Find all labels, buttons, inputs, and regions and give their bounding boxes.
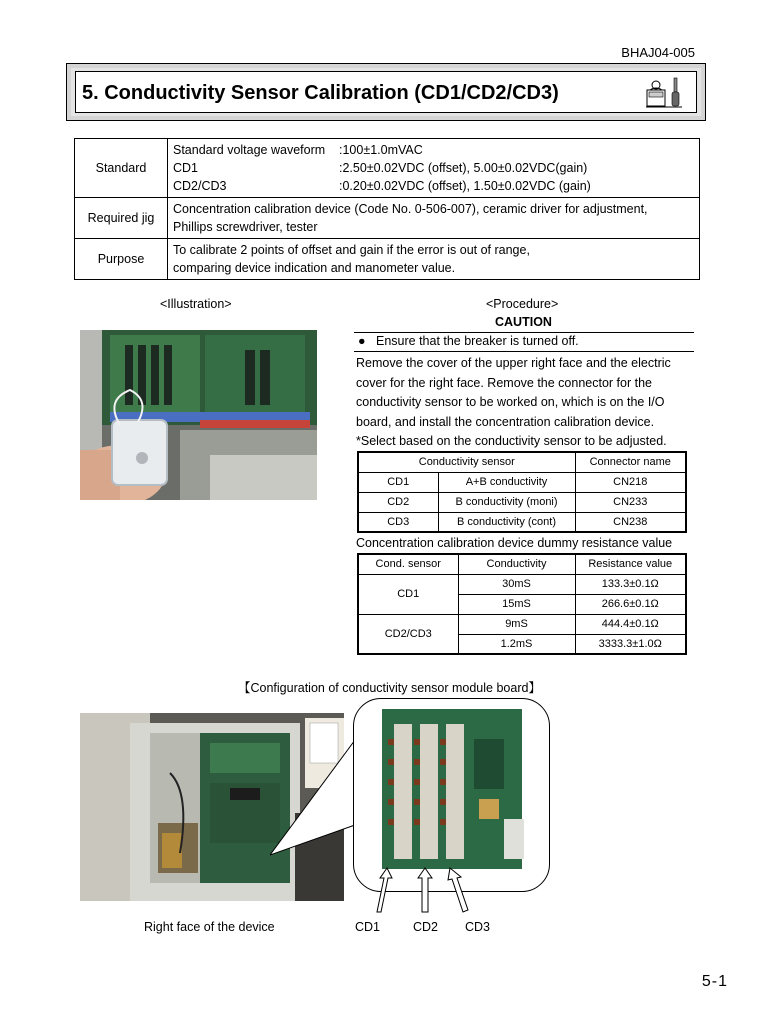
resistance-cell: 15mS [458,594,575,614]
resistance-table-title: Concentration calibration device dummy resistance value [356,536,673,550]
standard-row [75,139,700,198]
connector-table [357,451,687,533]
resistance-cell: 3333.3±1.0Ω [575,634,686,654]
cd1-caption: CD1 [355,920,381,934]
module-board-callout [353,698,550,892]
procedure-label: <Procedure> [486,297,559,311]
procedure-line: Remove the cover of the upper right face and the electric [356,356,671,370]
procedure-line: *Select based on the conductivity sensor to be adjusted. [356,434,667,449]
spec-table [74,138,700,280]
illustration-label: <Illustration> [160,297,232,311]
standard-value: :0.20±0.02VDC (offset), 1.50±0.02VDC (gain) [339,179,591,193]
standard-key: CD2/CD3 [173,179,227,193]
cd1-arrow-icon [377,868,392,912]
resistance-row [358,614,686,634]
cd3-caption: CD3 [465,920,491,934]
purpose-line: comparing device indication and manometer value. [173,261,456,275]
connector-cell: CD2 [358,492,438,512]
resistance-cell: 444.4±0.1Ω [575,614,686,634]
standard-value: :100±1.0mVAC [339,143,423,157]
resistance-cell: 266.6±0.1Ω [575,594,686,614]
standard-line [173,141,694,159]
caution-item [358,333,579,350]
connector-cell: CN233 [575,492,686,512]
standard-values [168,139,700,198]
page-title: 5. Conductivity Sensor Calibration (CD1/CD2/CD3) [82,82,559,104]
caution-text: Ensure that the breaker is turned off. [375,334,579,348]
resistance-sensor-cell: CD2/CD3 [358,614,458,654]
purpose-values [168,239,700,280]
standard-key: Standard voltage waveform [173,143,326,157]
calibration-device-photo [80,330,317,500]
jig-line: Phillips screwdriver, tester [173,220,318,234]
jig-label: Required jig [75,198,168,239]
purpose-line: To calibrate 2 points of offset and gain if the error is out of range, [173,243,530,257]
procedure-text [356,354,694,452]
connector-cell: CD3 [358,512,438,532]
connector-cell: CD1 [358,472,438,492]
procedure-line: board, and install the concentration calibration device. [356,414,655,429]
cd2-arrow-icon [418,868,432,912]
resistance-cell: 1.2mS [458,634,575,654]
resistance-cell: 30mS [458,574,575,594]
connector-row [358,492,686,512]
standard-line [173,177,694,195]
caution-bottom-rule [354,351,694,352]
jig-row [75,198,700,239]
cd3-arrow-icon [448,868,468,912]
page-number: 5-1 [701,973,728,990]
procedure-line: conductivity sensor to be worked on, which is on the I/O [356,395,665,410]
standard-label: Standard [75,139,168,198]
jig-line: Concentration calibration device (Code No. 0-506-007), ceramic driver for adjustment, [173,202,648,216]
resistance-row [358,574,686,594]
cd2-caption: CD2 [413,920,439,934]
resistance-table [357,553,687,655]
document-code: BHAJ04-005 [621,45,695,60]
resistance-header-cell: Resistance value [575,554,686,574]
cd-arrows [370,866,480,914]
resistance-header-cell: Conductivity [458,554,575,574]
connector-header-cell: Conductivity sensor [358,452,575,472]
configuration-title: 【Configuration of conductivity sensor module board】 [238,681,541,695]
resistance-cell: 133.3±0.1Ω [575,574,686,594]
caution-label: CAUTION [495,315,552,329]
resistance-header-cell: Cond. sensor [358,554,458,574]
connector-row [358,512,686,532]
resistance-header-row [358,554,686,574]
technician-with-screwdriver-icon [644,76,686,110]
jig-values [168,198,700,239]
purpose-row [75,239,700,280]
resistance-cell: 9mS [458,614,575,634]
connector-header-cell: Connector name [575,452,686,472]
procedure-line: cover for the right face. Remove the connector for the [356,375,652,390]
bullet-icon: ● [358,334,366,348]
device-caption: Right face of the device [144,920,275,934]
connector-cell: B conductivity (moni) [438,492,575,512]
purpose-label: Purpose [75,239,168,280]
connector-cell: CN218 [575,472,686,492]
title-inner-frame [75,71,697,113]
resistance-sensor-cell: CD1 [358,574,458,614]
connector-header-row [358,452,686,472]
connector-cell: B conductivity (cont) [438,512,575,532]
standard-key: CD1 [173,161,199,175]
standard-line [173,159,694,177]
title-box [66,63,706,121]
standard-value: :2.50±0.02VDC (offset), 5.00±0.02VDC(gain) [339,161,588,175]
connector-cell: CN238 [575,512,686,532]
connector-row [358,472,686,492]
module-board-photo [354,699,550,892]
connector-cell: A+B conductivity [438,472,575,492]
